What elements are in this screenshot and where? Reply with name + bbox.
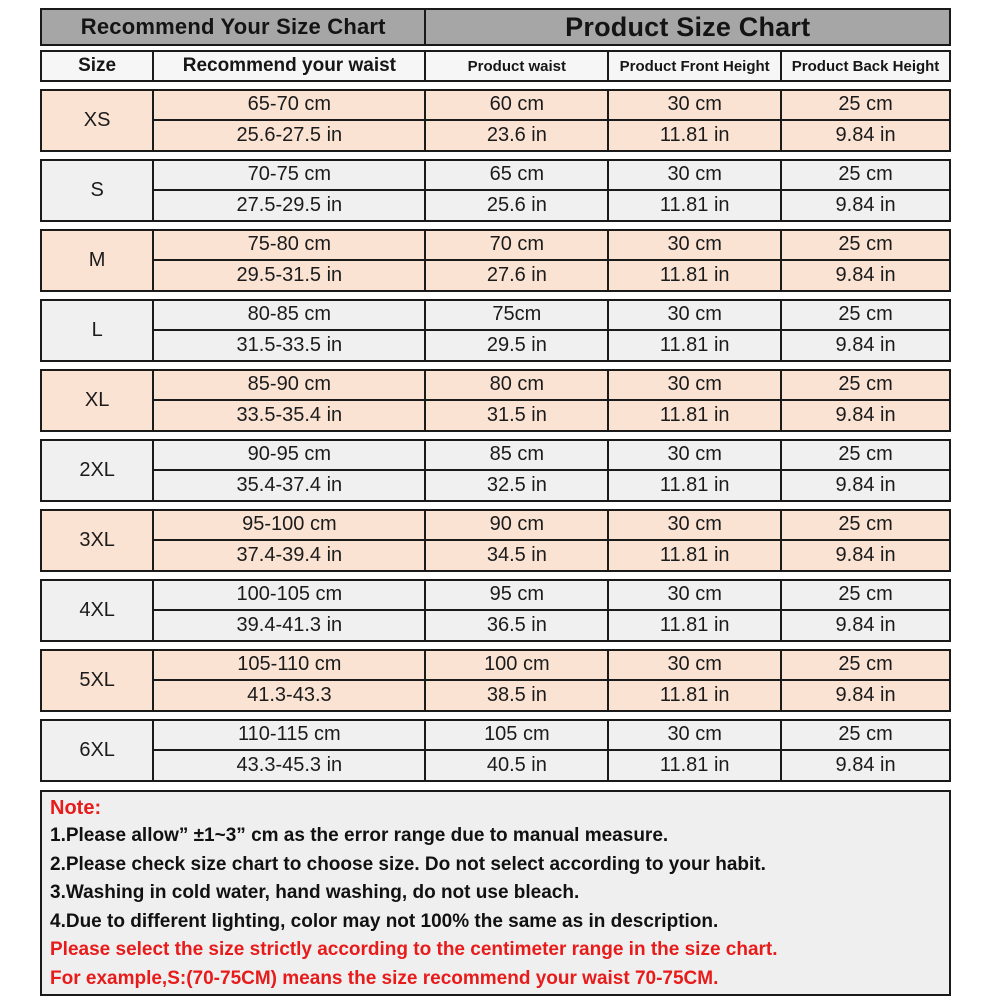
column-header-size: Size bbox=[78, 55, 117, 76]
product-front-height-cm-value: 30 cm bbox=[607, 301, 780, 331]
recommend-waist-in-value: 25.6-27.5 in bbox=[152, 121, 424, 151]
product-waist-cm-value: 95 cm bbox=[424, 581, 607, 611]
product-back-height-in-value: 9.84 in bbox=[780, 191, 949, 221]
product-waist-in-value: 25.6 in bbox=[424, 191, 607, 221]
product-front-height-cm-value: 30 cm bbox=[607, 581, 780, 611]
product-waist-in-value: 36.5 in bbox=[424, 611, 607, 641]
recommend-size-chart-title: Recommend Your Size Chart bbox=[80, 14, 386, 39]
size-label: 4XL bbox=[79, 599, 115, 621]
recommend-waist-cm-value: 65-70 cm bbox=[152, 91, 424, 121]
product-back-height-in-value: 9.84 in bbox=[780, 751, 949, 781]
product-back-height-in-value: 9.84 in bbox=[780, 541, 949, 571]
size-row-XS bbox=[40, 89, 951, 152]
product-waist-cm-value: 70 cm bbox=[424, 231, 607, 261]
product-waist-cm-value: 100 cm bbox=[424, 651, 607, 681]
product-front-height-in-value: 11.81 in bbox=[607, 401, 780, 431]
product-back-height-cm-value: 25 cm bbox=[780, 721, 949, 751]
product-waist-in-value: 32.5 in bbox=[424, 471, 607, 501]
product-back-height-cm-value: 25 cm bbox=[780, 581, 949, 611]
recommend-waist-cm-value: 75-80 cm bbox=[152, 231, 424, 261]
size-label: 2XL bbox=[79, 459, 115, 481]
recommend-waist-in-value: 31.5-33.5 in bbox=[152, 331, 424, 361]
product-front-height-cm-value: 30 cm bbox=[607, 161, 780, 191]
recommend-waist-cm-value: 110-115 cm bbox=[152, 721, 424, 751]
product-front-height-cm-value: 30 cm bbox=[607, 721, 780, 751]
size-label: 3XL bbox=[79, 529, 115, 551]
product-front-height-in-value: 11.81 in bbox=[607, 681, 780, 711]
size-row-XL bbox=[40, 369, 951, 432]
product-waist-cm-value: 65 cm bbox=[424, 161, 607, 191]
size-row-3XL bbox=[40, 509, 951, 572]
recommend-waist-cm-value: 95-100 cm bbox=[152, 511, 424, 541]
note-lines bbox=[50, 822, 941, 993]
product-waist-cm-value: 60 cm bbox=[424, 91, 607, 121]
recommend-waist-cm-value: 100-105 cm bbox=[152, 581, 424, 611]
product-waist-in-value: 38.5 in bbox=[424, 681, 607, 711]
product-front-height-in-value: 11.81 in bbox=[607, 751, 780, 781]
product-front-height-in-value: 11.81 in bbox=[607, 261, 780, 291]
recommend-waist-cm-value: 105-110 cm bbox=[152, 651, 424, 681]
size-label: S bbox=[90, 179, 104, 201]
column-header-product-back-height: Product Back Height bbox=[780, 52, 949, 80]
product-front-height-cm-value: 30 cm bbox=[607, 441, 780, 471]
note-warning-2: For example,S:(70-75CM) means the size recommend your waist 70-75CM. bbox=[50, 967, 719, 989]
note-item-2: 2.Please check size chart to choose size. Do not select according to your habit. bbox=[50, 853, 766, 875]
product-waist-cm-value: 85 cm bbox=[424, 441, 607, 471]
recommend-waist-in-value: 33.5-35.4 in bbox=[152, 401, 424, 431]
column-header-product-front-height: Product Front Height bbox=[607, 52, 780, 80]
product-size-chart-title: Product Size Chart bbox=[424, 10, 949, 44]
product-back-height-in-value: 9.84 in bbox=[780, 401, 949, 431]
product-back-height-in-value: 9.84 in bbox=[780, 121, 949, 151]
size-row-4XL bbox=[40, 579, 951, 642]
product-back-height-in-value: 9.84 in bbox=[780, 611, 949, 641]
product-back-height-cm-value: 25 cm bbox=[780, 301, 949, 331]
note-item-4: 4.Due to different lighting, color may not 100% the same as in description. bbox=[50, 910, 719, 932]
product-waist-in-value: 31.5 in bbox=[424, 401, 607, 431]
note-item-1: 1.Please allow” ±1~3” cm as the error range due to manual measure. bbox=[50, 825, 669, 846]
product-waist-cm-value: 75cm bbox=[424, 301, 607, 331]
recommend-waist-cm-value: 85-90 cm bbox=[152, 371, 424, 401]
product-back-height-in-value: 9.84 in bbox=[780, 471, 949, 501]
product-waist-in-value: 40.5 in bbox=[424, 751, 607, 781]
product-waist-in-value: 23.6 in bbox=[424, 121, 607, 151]
product-front-height-cm-value: 30 cm bbox=[607, 91, 780, 121]
product-back-height-in-value: 9.84 in bbox=[780, 331, 949, 361]
column-header-product-waist: Product waist bbox=[424, 52, 607, 80]
notes-title: Note: bbox=[50, 797, 102, 819]
size-chart-table bbox=[40, 8, 951, 782]
recommend-waist-cm-value: 80-85 cm bbox=[152, 301, 424, 331]
product-front-height-cm-value: 30 cm bbox=[607, 651, 780, 681]
product-back-height-cm-value: 25 cm bbox=[780, 651, 949, 681]
column-header-recommend-waist: Recommend your waist bbox=[152, 52, 424, 80]
size-row-6XL bbox=[40, 719, 951, 782]
product-front-height-in-value: 11.81 in bbox=[607, 611, 780, 641]
recommend-waist-in-value: 35.4-37.4 in bbox=[152, 471, 424, 501]
product-back-height-in-value: 9.84 in bbox=[780, 681, 949, 711]
recommend-waist-in-value: 39.4-41.3 in bbox=[152, 611, 424, 641]
product-back-height-in-value: 9.84 in bbox=[780, 261, 949, 291]
size-label: 5XL bbox=[79, 669, 115, 691]
product-front-height-in-value: 11.81 in bbox=[607, 121, 780, 151]
size-label: L bbox=[91, 319, 103, 341]
table-body bbox=[40, 89, 951, 782]
product-front-height-in-value: 11.81 in bbox=[607, 471, 780, 501]
product-front-height-in-value: 11.81 in bbox=[607, 541, 780, 571]
product-back-height-cm-value: 25 cm bbox=[780, 231, 949, 261]
recommend-waist-in-value: 41.3-43.3 bbox=[152, 681, 424, 711]
product-back-height-cm-value: 25 cm bbox=[780, 91, 949, 121]
product-front-height-cm-value: 30 cm bbox=[607, 371, 780, 401]
size-row-S bbox=[40, 159, 951, 222]
table-title-row bbox=[40, 8, 951, 46]
recommend-waist-in-value: 37.4-39.4 in bbox=[152, 541, 424, 571]
product-back-height-cm-value: 25 cm bbox=[780, 371, 949, 401]
product-back-height-cm-value: 25 cm bbox=[780, 161, 949, 191]
table-column-headers bbox=[40, 50, 951, 82]
product-front-height-in-value: 11.81 in bbox=[607, 191, 780, 221]
product-waist-cm-value: 80 cm bbox=[424, 371, 607, 401]
recommend-waist-in-value: 29.5-31.5 in bbox=[152, 261, 424, 291]
product-waist-cm-value: 90 cm bbox=[424, 511, 607, 541]
product-waist-in-value: 27.6 in bbox=[424, 261, 607, 291]
product-back-height-cm-value: 25 cm bbox=[780, 441, 949, 471]
note-item-3: 3.Washing in cold water, hand washing, do not use bleach. bbox=[50, 882, 580, 903]
size-label: 6XL bbox=[79, 739, 115, 761]
size-row-L bbox=[40, 299, 951, 362]
product-front-height-cm-value: 30 cm bbox=[607, 511, 780, 541]
recommend-waist-cm-value: 70-75 cm bbox=[152, 161, 424, 191]
size-row-2XL bbox=[40, 439, 951, 502]
product-front-height-cm-value: 30 cm bbox=[607, 231, 780, 261]
product-front-height-in-value: 11.81 in bbox=[607, 331, 780, 361]
notes-panel bbox=[40, 790, 951, 996]
product-waist-cm-value: 105 cm bbox=[424, 721, 607, 751]
size-label: XS bbox=[83, 109, 111, 131]
recommend-waist-in-value: 27.5-29.5 in bbox=[152, 191, 424, 221]
product-back-height-cm-value: 25 cm bbox=[780, 511, 949, 541]
recommend-waist-cm-value: 90-95 cm bbox=[152, 441, 424, 471]
size-row-M bbox=[40, 229, 951, 292]
product-waist-in-value: 34.5 in bbox=[424, 541, 607, 571]
size-row-5XL bbox=[40, 649, 951, 712]
recommend-waist-in-value: 43.3-45.3 in bbox=[152, 751, 424, 781]
size-label: M bbox=[88, 249, 106, 271]
size-label: XL bbox=[84, 389, 110, 411]
product-waist-in-value: 29.5 in bbox=[424, 331, 607, 361]
note-warning-1: Please select the size strictly according to the centimeter range in the size chart. bbox=[50, 939, 778, 960]
